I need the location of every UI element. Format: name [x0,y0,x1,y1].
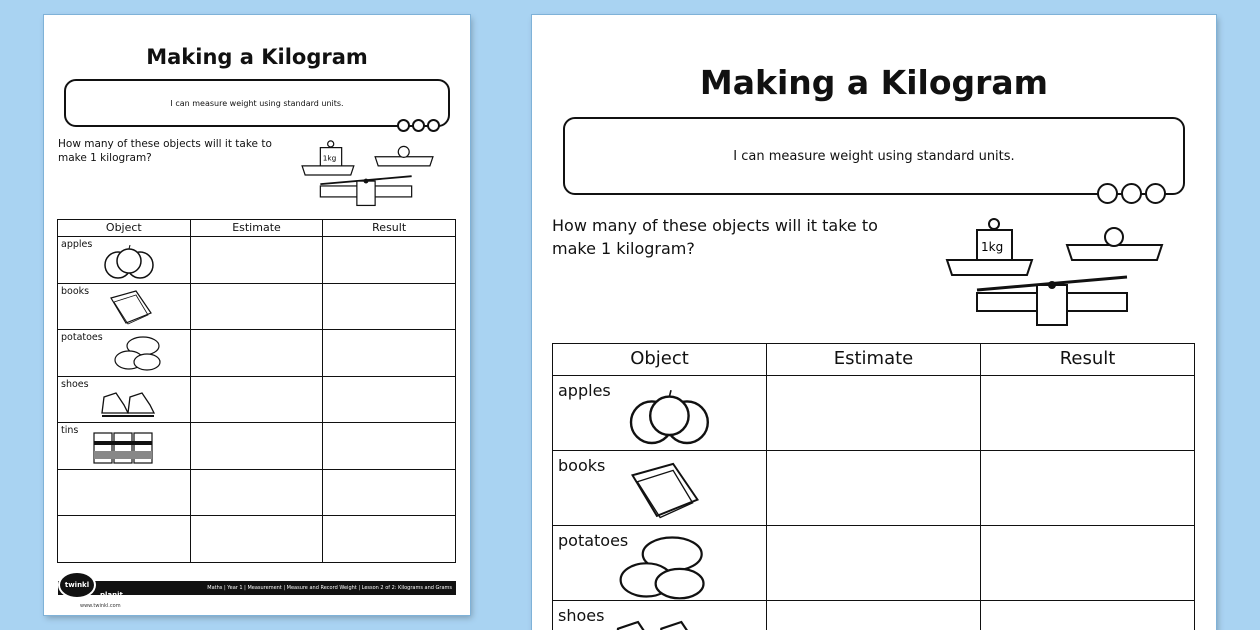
question-text: How many of these objects will it take to make 1 kilogram? [552,216,878,258]
page-title: Making a Kilogram [699,63,1049,102]
learning-objective-box [64,79,450,127]
balance-scale-icon [296,135,436,215]
row-label-potatoes: potatoes [61,332,103,343]
estimate-cell[interactable] [190,283,323,330]
result-cell[interactable] [323,516,456,563]
table-row [58,283,456,330]
column-header-estimate: Estimate [190,220,323,237]
row-label-apples: apples [61,239,93,250]
potatoes-icon [608,532,718,602]
estimate-cell[interactable] [767,376,981,451]
estimate-cell[interactable] [190,469,323,516]
result-cell[interactable] [981,376,1195,451]
table-row [58,237,456,284]
table-row [58,423,456,470]
tins-icon [92,427,156,467]
result-cell[interactable] [981,451,1195,526]
result-cell[interactable] [323,469,456,516]
page-title: Making a Kilogram [146,45,368,69]
row-label-tins: tins [61,425,79,436]
table-row [58,516,456,563]
column-header-estimate: Estimate [767,344,981,376]
estimate-cell[interactable] [190,330,323,377]
shoes-icon [98,383,158,421]
brand-text: planit [100,591,123,599]
estimate-cell[interactable] [190,423,323,470]
results-table [57,219,456,563]
row-label-books: books [61,285,90,297]
result-cell[interactable] [323,237,456,284]
footer-url: www.twinkl.com [80,603,121,609]
books-icon [615,459,715,524]
worksheet-preview-small [44,15,470,615]
books-icon [106,288,156,328]
worksheet-preview-large [532,15,1216,630]
result-cell[interactable] [323,376,456,423]
row-label-potatoes: potatoes [558,531,629,550]
twinkl-logo [58,571,123,599]
table-row [553,376,1195,451]
objective-rings-decoration [1094,183,1166,204]
objective-rings-decoration [395,119,440,132]
result-cell[interactable] [323,423,456,470]
object-cell-empty[interactable] [58,516,191,563]
estimate-cell[interactable] [767,526,981,601]
question-text: How many of these objects will it take to make 1 kilogram? [58,138,272,164]
result-cell[interactable] [323,330,456,377]
table-row [58,376,456,423]
learning-objective-box [563,117,1185,195]
balance-scale-icon [937,215,1167,335]
estimate-cell[interactable] [767,601,981,630]
column-header-object: Object [58,220,191,237]
row-label-shoes: shoes [61,378,89,390]
scale-weight-label: 1kg [981,240,1004,254]
row-label-apples: apples [558,381,611,400]
estimate-cell[interactable] [190,516,323,563]
shoes-icon [608,605,708,630]
object-cell-empty[interactable] [58,469,191,516]
table-row [553,601,1195,630]
table-row [553,526,1195,601]
apples-icon [623,390,719,448]
estimate-cell[interactable] [190,376,323,423]
apples-icon [100,245,160,281]
table-row [553,451,1195,526]
results-table [552,343,1195,630]
estimate-cell[interactable] [767,451,981,526]
row-label-books: books [558,456,606,475]
logo-badge: twinkl [58,571,96,599]
learning-objective-text: I can measure weight using standard units. [170,98,344,108]
learning-objective-text: I can measure weight using standard units. [733,148,1015,164]
table-row [58,330,456,377]
column-header-result: Result [981,344,1195,376]
potatoes-icon [113,334,163,372]
scale-weight-label: 1kg [322,153,337,163]
footer-breadcrumb: Maths | Year 1 | Measurement | Measure and Record Weight | Lesson 2 of 2: Kilograms and Grams [207,585,452,591]
column-header-result: Result [323,220,456,237]
table-row [58,469,456,516]
row-label-shoes: shoes [558,606,605,625]
column-header-object: Object [553,344,767,376]
result-cell[interactable] [323,283,456,330]
result-cell[interactable] [981,601,1195,630]
result-cell[interactable] [981,526,1195,601]
estimate-cell[interactable] [190,237,323,284]
